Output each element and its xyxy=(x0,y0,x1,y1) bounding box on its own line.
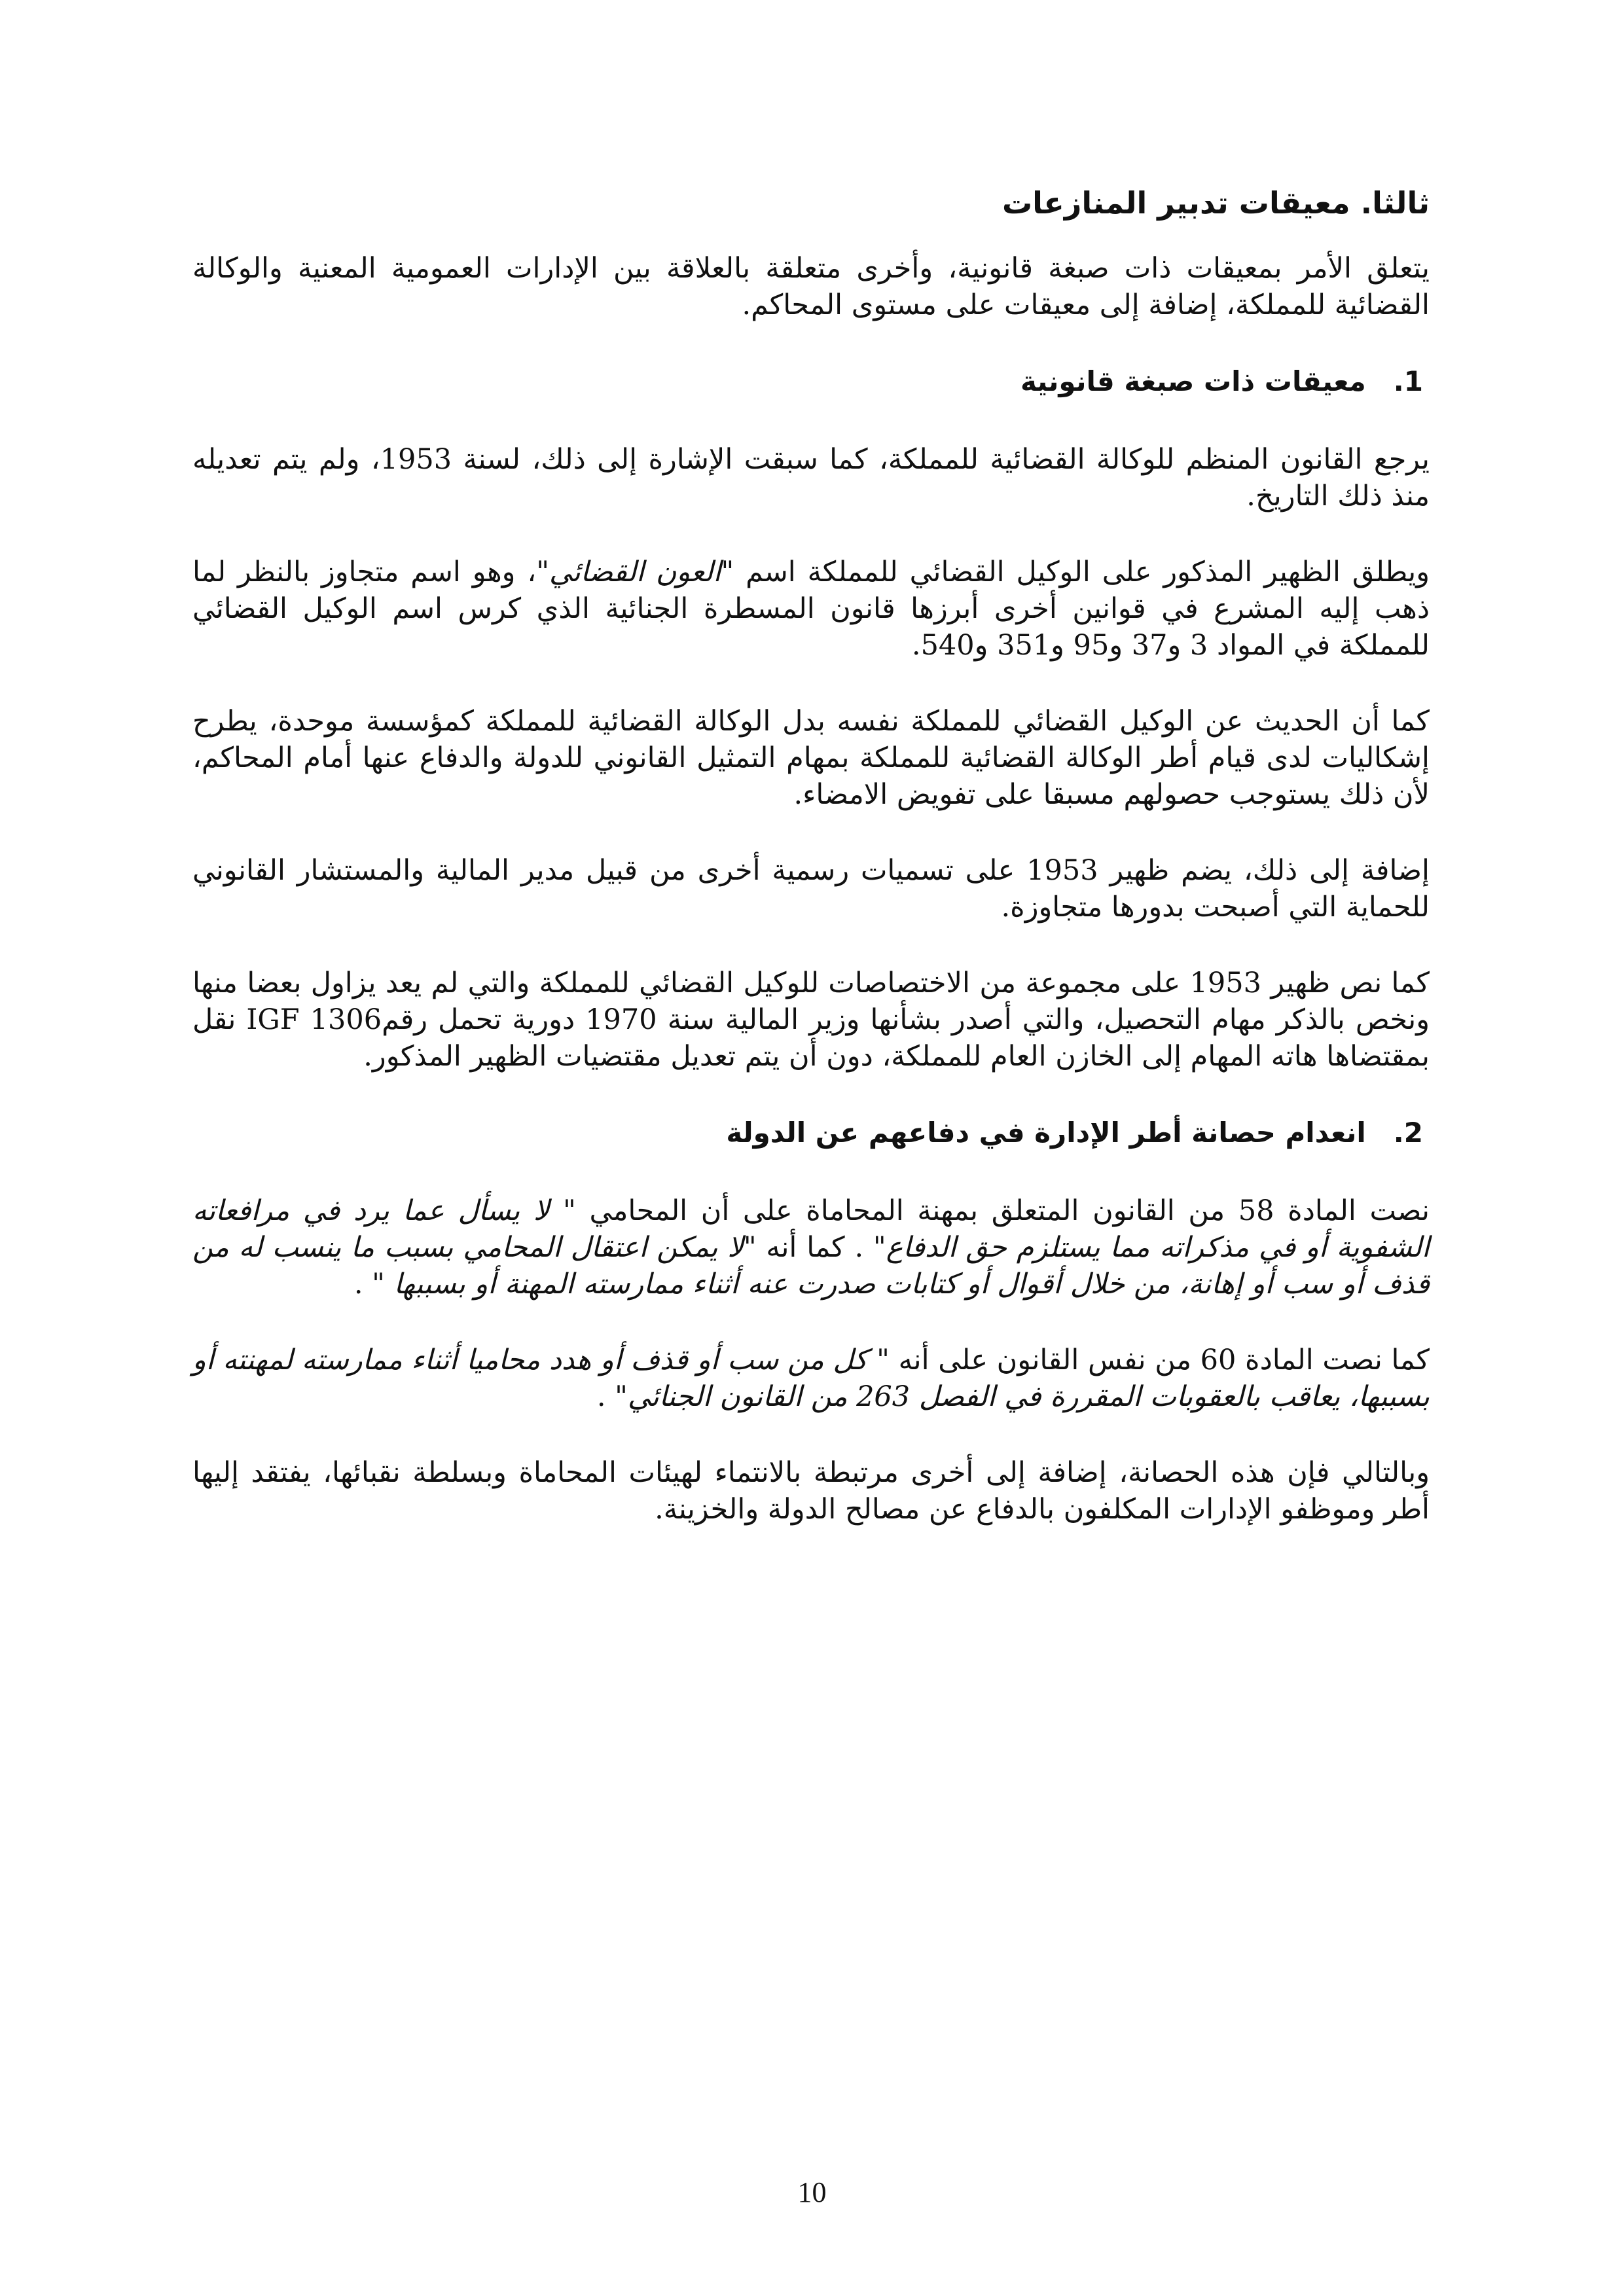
paragraph-text: ويطلق الظهير المذكور على الوكيل القضائي للمملكة اسم " xyxy=(721,556,1430,588)
paragraph-text: " . xyxy=(353,1268,394,1300)
paragraph-text: " . xyxy=(596,1380,628,1413)
section-intro-paragraph: يتعلق الأمر بمعيقات ذات صبغة قانونية، وأخرى متعلقة بالعلاقة بين الإدارات العمومية المعنية والوكالة القضائية للمملكة، إضافة إلى معيقات على مستوى المحاكم. xyxy=(192,252,1430,321)
subsection-1-paragraph-5: كما نص ظهير 1953 على مجموعة من الاختصاصات للوكيل القضائي للمملكة والتي لم يعد يزاول بعضا منها ونخص بالذكر مهام التحصيل، والتي أصدر بشأنها وزير المالية سنة 1970 دورية تحمل رقمIGF 1306 نقل بمقتضاها هاته المهام إلى الخازن العام للمملكة، دون أن يتم تعديل مقتضيات الظهير المذكور. xyxy=(192,967,1430,1073)
subsection-2-paragraph-3: وبالتالي فإن هذه الحصانة، إضافة إلى أخرى مرتبطة بالانتماء لهيئات المحاماة وبسلطة نقبائها، يفتقد إليها أطر وموظفو الإدارات المكلفون بالدفاع عن مصالح الدولة والخزينة. xyxy=(192,1456,1430,1526)
subsection-1-number: 1. xyxy=(1393,365,1423,397)
subsection-1-title: معيقات ذات صبغة قانونية xyxy=(1020,365,1366,397)
subsection-1-paragraph-4: إضافة إلى ذلك، يضم ظهير 1953 على تسميات رسمية أخرى من قبيل مدير المالية والمستشار القانوني للحماية التي أصبحت بدورها متجاوزة. xyxy=(192,854,1430,924)
section-title: ثالثا. معيقات تدبير المنازعات xyxy=(1001,185,1430,221)
paragraph-text: "، وهو اسم متجاوز بالنظر لما ذهب إليه المشرع في قوانين أخرى أبرزها قانون المسطرة الجنائية الذي كرس اسم الوكيل القضائي للمملكة في المواد 3 و37 و95 و351 و540. xyxy=(192,556,1430,662)
subsection-1-paragraph-2 xyxy=(192,554,1430,664)
subsection-2-title: انعدام حصانة أطر الإدارة في دفاعهم عن الدولة xyxy=(726,1117,1366,1149)
subsection-2-paragraph-1 xyxy=(192,1193,1430,1302)
subsection-1-heading xyxy=(192,363,1430,401)
page-number: 10 xyxy=(797,2176,827,2208)
paragraph-text: كما نصت المادة 60 من نفس القانون على أنه " xyxy=(867,1344,1430,1376)
quoted-term: العون القضائي xyxy=(549,556,721,588)
subsection-1-paragraph-1: يرجع القانون المنظم للوكالة القضائية للمملكة، كما سبقت الإشارة إلى ذلك، لسنة 1953، ولم يتم تعديله منذ ذلك التاريخ. xyxy=(192,443,1430,512)
subsection-2-paragraph-2 xyxy=(192,1342,1430,1415)
subsection-1-paragraph-3: كما أن الحديث عن الوكيل القضائي للمملكة نفسه بدل الوكالة القضائية للمملكة كمؤسسة موحدة، يطرح إشكاليات لدى قيام أطر الوكالة القضائية للمملكة بمهام التمثيل القانوني للدولة والدفاع عنها أمام المحاكم، لأن ذلك يستوجب حصولهم مسبقا على تفويض الامضاء. xyxy=(192,705,1430,811)
page-content xyxy=(192,183,1430,1567)
legal-quote: لا يمكن اعتقال المحامي بسبب ما ينسب له من قذف أو سب أو إهانة، من خلال أقوال أو كتابات صدرت عنه أثناء ممارسته المهنة أو بسببها xyxy=(192,1231,1430,1300)
legal-quote: كل من سب أو قذف أو هدد محاميا أثناء ممارسته لمهنته أو بسببها، يعاقب بالعقوبات المقررة في الفصل 263 من القانون الجنائي xyxy=(192,1344,1430,1413)
legal-quote: لا يسأل عما يرد في مرافعاته الشفوية أو في مذكراته مما يستلزم حق الدفاع xyxy=(192,1194,1430,1264)
subsection-2-number: 2. xyxy=(1393,1117,1423,1149)
subsection-2-heading xyxy=(192,1114,1430,1152)
paragraph-text: " . كما أنه " xyxy=(743,1231,886,1264)
paragraph-text: نصت المادة 58 من القانون المتعلق بمهنة المحاماة على أن المحامي " xyxy=(549,1194,1430,1227)
